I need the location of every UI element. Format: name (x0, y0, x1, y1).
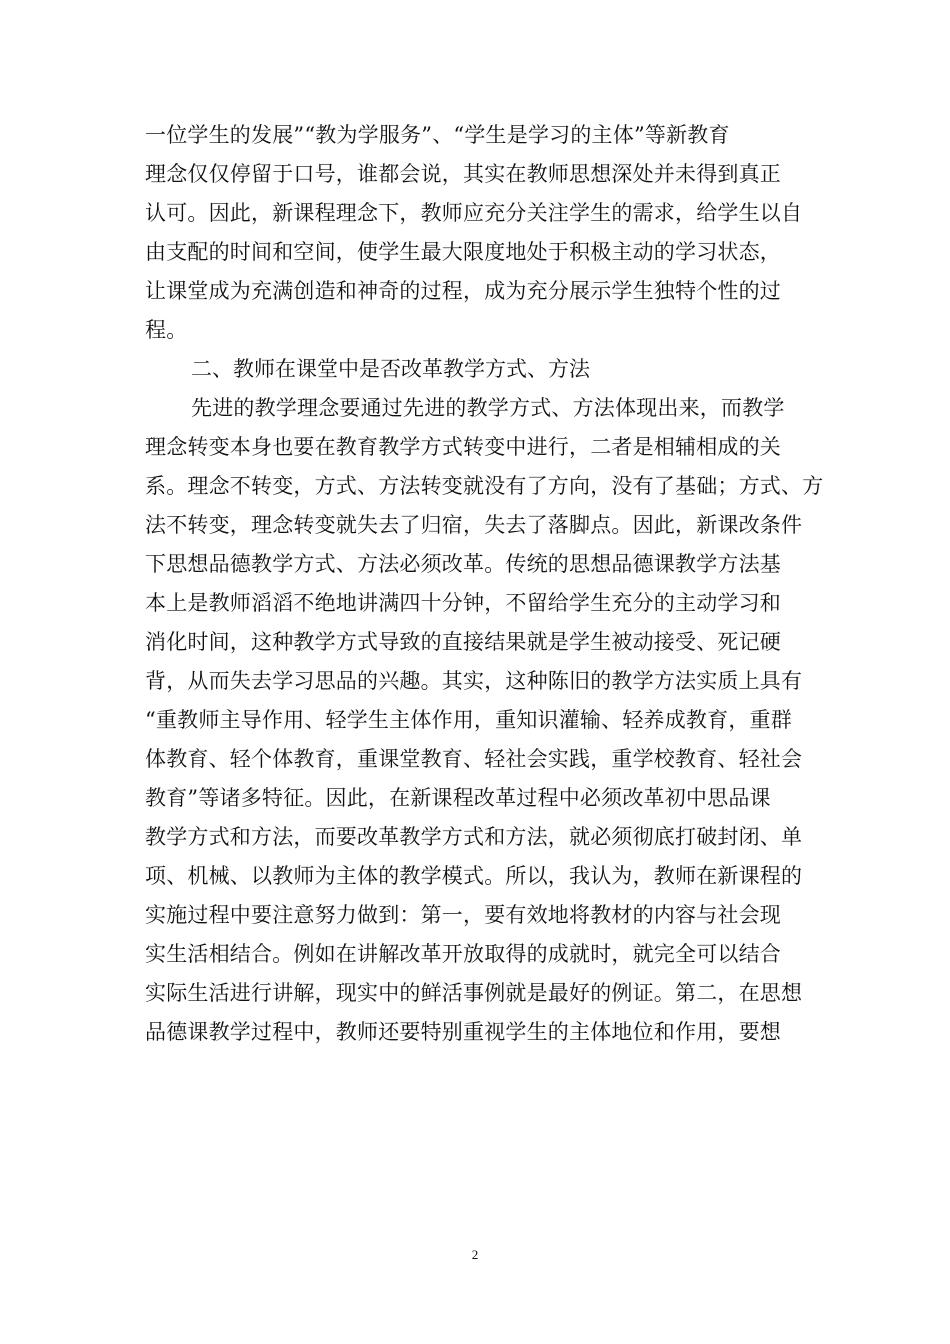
text-line: 背，从而失去学习思品的兴趣。其实，这种陈旧的教学方法实质上具有 (145, 669, 803, 693)
text-line: 教育”等诸多特征。因此，在新课程改革过程中必须改革初中思品课 (145, 786, 771, 810)
text-line: 理念仅仅停留于口号，谁都会说，其实在教师思想深处并未得到真正 (145, 162, 781, 186)
page-number: 2 (471, 1247, 479, 1262)
section-heading: 二、教师在课堂中是否改革教学方式、方法 (191, 357, 590, 381)
text-line: 让课堂成为充满创造和神奇的过程，成为充分展示学生独特个性的过 (145, 279, 781, 303)
text-line: 系。理念不转变，方式、方法转变就没有了方向，没有了基础；方式、方 (145, 474, 824, 498)
text-line: 由支配的时间和空间，使学生最大限度地处于积极主动的学习状态， (145, 240, 781, 264)
text-line: 一位学生的发展”“教为学服务”、“学生是学习的主体”等新教育 (145, 123, 730, 147)
text-line: 认可。因此，新课程理念下，教师应充分关注学生的需求，给学生以自 (145, 201, 803, 225)
text-line: 消化时间，这种教学方式导致的直接结果就是学生被动接受、死记硬 (145, 630, 781, 654)
text-line: 实施过程中要注意努力做到：第一，要有效地将教材的内容与社会现 (145, 903, 781, 927)
text-line: 项、机械、以教师为主体的教学模式。所以，我认为，教师在新课程的 (145, 864, 803, 888)
text-line: 实际生活进行讲解，现实中的鲜活事例就是最好的例证。第二，在思想 (145, 981, 803, 1005)
text-line: 品德课教学过程中，教师还要特别重视学生的主体地位和作用，要想 (145, 1020, 781, 1044)
text-line: 教学方式和方法，而要改革教学方式和方法，就必须彻底打破封闭、单 (145, 825, 803, 849)
text-line: 下思想品德教学方式、方法必须改革。传统的思想品德课教学方法基 (145, 552, 781, 576)
document-body (145, 116, 824, 1052)
text-line: 程。 (145, 318, 188, 342)
text-line: 体教育、轻个体教育，重课堂教育、轻社会实践，重学校教育、轻社会 (145, 747, 803, 771)
text-line: “重教师主导作用、轻学生主体作用，重知识灌输、轻养成教育，重群 (145, 708, 792, 732)
paragraph-continuation (145, 116, 815, 350)
text-line: 实生活相结合。例如在讲解改革开放取得的成就时，就完全可以结合 (145, 942, 781, 966)
text-line: 理念转变本身也要在教育教学方式转变中进行，二者是相辅相成的关 (145, 435, 781, 459)
text-line: 先进的教学理念要通过先进的教学方式、方法体现出来，而教学 (191, 396, 785, 420)
paragraph-teaching-methods (145, 389, 824, 1052)
text-line: 本上是教师滔滔不绝地讲满四十分钟，不留给学生充分的主动学习和 (145, 591, 781, 615)
text-line: 法不转变，理念转变就失去了归宿，失去了落脚点。因此，新课改条件 (145, 513, 803, 537)
